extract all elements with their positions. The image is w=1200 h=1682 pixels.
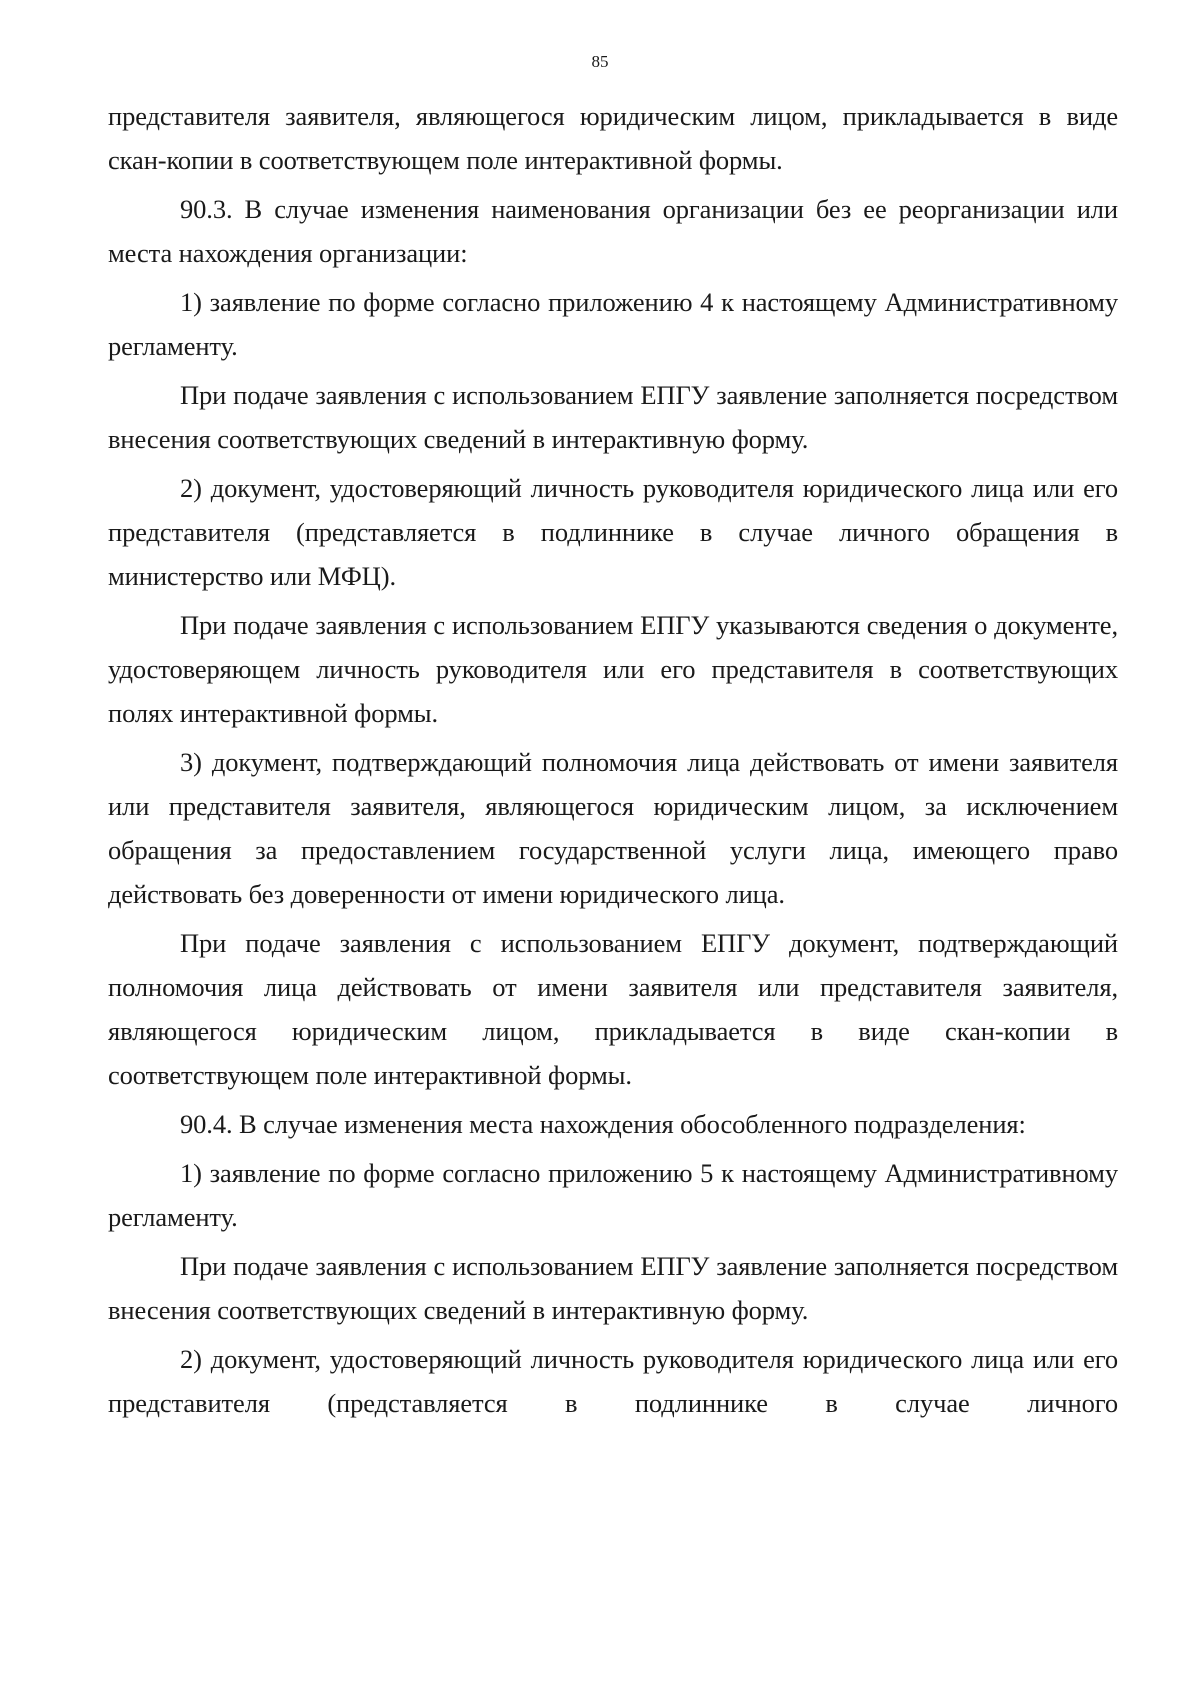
paragraph-clause-90-4: 90.4. В случае изменения места нахождения обособленного подразделения: [180,1109,1026,1139]
paragraph-item-3-authority-document: 3) документ, подтверждающий полномочия лица действовать от имени заявителя или представителя заявителя, являющегося юридическим лицом, за исключением обращения за предоставлением государственной услуги лица, имеющего право действовать без доверенности от имени юридического лица. [108,747,1118,909]
paragraph-clause-90-3: 90.3. В случае изменения наименования организации без ее реорганизации или места нахождения организации: [108,194,1118,268]
paragraph-epgu-application: При подаче заявления с использованием ЕПГУ заявление заполняется посредством внесения соответствующих сведений в интерактивную форму. [108,380,1118,454]
paragraph-item-2-identity-document: 2) документ, удостоверяющий личность руководителя юридического лица или его представителя (представляется в подлиннике в случае личного обращения в министерство или МФЦ). [108,473,1118,591]
paragraph-epgu-identity-info: При подаче заявления с использованием ЕПГУ указываются сведения о документе, удостоверяющем личность руководителя или его представителя в соответствующих полях интерактивной формы. [108,610,1118,728]
paragraph-item-1-form-4: 1) заявление по форме согласно приложению 4 к настоящему Административному регламенту. [108,287,1118,361]
paragraph-item-2-identity-document-2: 2) документ, удостоверяющий личность руководителя юридического лица или его представителя (представляется в подлиннике в случае личного [108,1344,1118,1418]
paragraph-item-1-form-5: 1) заявление по форме согласно приложению 5 к настоящему Административному регламенту. [108,1158,1118,1232]
paragraph-epgu-authority-scan: При подаче заявления с использованием ЕПГУ документ, подтверждающий полномочия лица действовать от имени заявителя или представителя заявителя, являющегося юридическим лицом, прикладывается в виде скан-копии в соответствующем поле интерактивной формы. [108,928,1118,1090]
paragraph-epgu-application-2: При подаче заявления с использованием ЕПГУ заявление заполняется посредством внесения соответствующих сведений в интерактивную форму. [108,1251,1118,1325]
paragraph-continuation: представителя заявителя, являющегося юридическим лицом, прикладывается в виде скан-копии в соответствующем поле интерактивной формы. [108,101,1118,175]
document-body [108,94,1118,1430]
page-number: 85 [591,52,609,71]
